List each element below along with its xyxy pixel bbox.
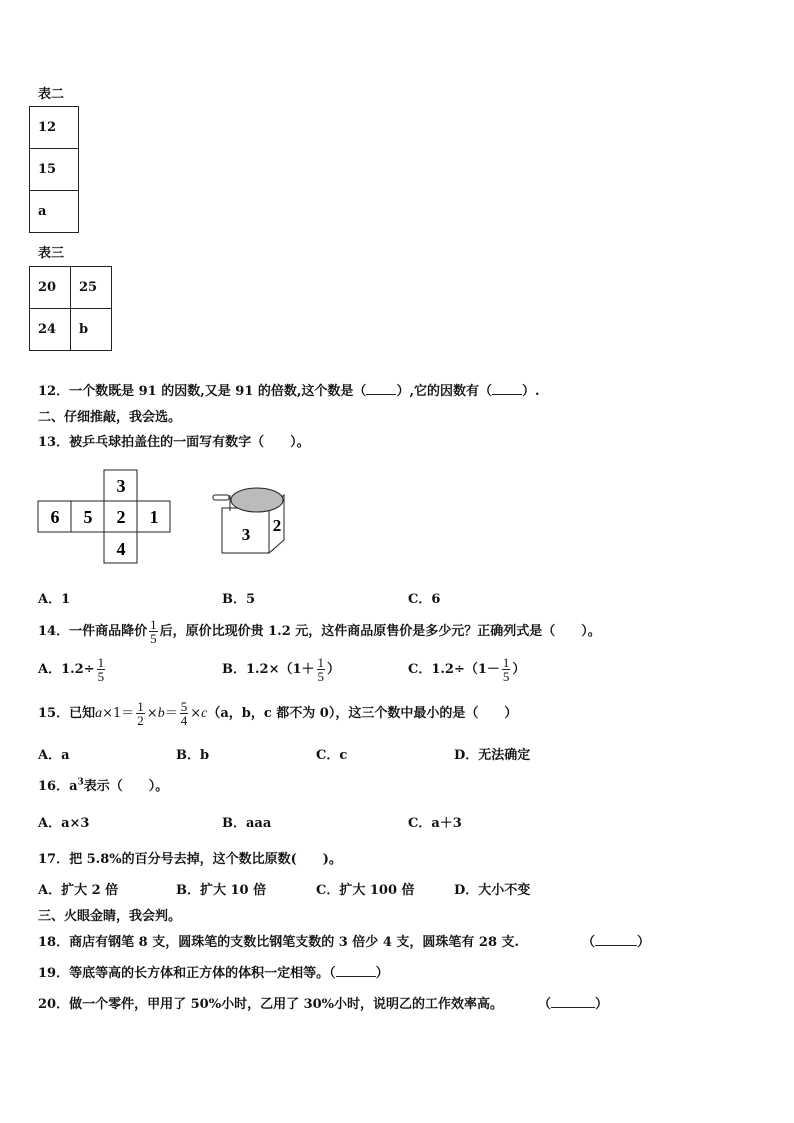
q15-option-d[interactable]: D．无法确定 (454, 748, 531, 763)
cube-with-paddle-figure (210, 483, 290, 558)
cube-front-face: 3 (241, 525, 251, 544)
net-face: 5 (83, 507, 93, 527)
question-18: 18．商店有钢笔 8 支，圆珠笔的支数比钢笔支数的 3 倍少 4 支，圆珠笔有 28 支. (38, 935, 520, 950)
table3-title: 表三 (38, 246, 65, 261)
section-3-heading: 三、火眼金睛，我会判。 (38, 909, 182, 924)
fraction: $\frac{1}{5}$ (150, 617, 157, 646)
net-face: 6 (50, 507, 60, 527)
table2-cell: 15 (30, 149, 79, 191)
answer-blank[interactable] (336, 976, 376, 977)
table3-cell: 20 (30, 267, 71, 309)
answer-blank[interactable] (492, 394, 522, 395)
table3 (29, 266, 112, 351)
q16-option-c[interactable]: C．a＋3 (408, 816, 462, 831)
q15-option-a[interactable]: A．a (38, 748, 70, 763)
net-face: 2 (116, 507, 126, 527)
q20-answer-paren[interactable]: （ ） (538, 997, 609, 1012)
question-14: 14．一件商品降价 $\frac{1}{5}$ 后，原价比现价贵 1.2 元，这件商品原售价是多少元？正确列式是（ ）。 (38, 617, 601, 646)
question-12: 12．一个数既是 91 的因数,又是 91 的倍数,这个数是（ ）,它的因数有（ ）. (38, 384, 540, 399)
q17-option-b[interactable]: B．扩大 10 倍 (176, 883, 267, 898)
q13-option-a[interactable]: A．1 (38, 592, 71, 607)
table2-cell: 12 (30, 107, 79, 149)
q13-option-b[interactable]: B．5 (222, 592, 256, 607)
net-face: 1 (149, 507, 159, 527)
ping-pong-paddle-icon (231, 488, 283, 512)
q16-option-a[interactable]: A．a×3 (38, 816, 90, 831)
table2 (29, 106, 79, 233)
net-face: 4 (116, 539, 126, 559)
q14-option-c[interactable]: C．1.2÷（1－ $\frac{1}{5}$ ） (408, 655, 526, 684)
section-2-heading: 二、仔细推敲，我会选。 (38, 410, 182, 425)
q14-option-a[interactable]: A．1.2÷ $\frac{1}{5}$ (38, 655, 105, 684)
table2-title: 表二 (38, 87, 65, 102)
q18-answer-paren[interactable]: （ ） (582, 935, 651, 950)
question-17: 17．把 5.8%的百分号去掉，这个数比原数( )。 (38, 852, 342, 867)
q17-option-a[interactable]: A．扩大 2 倍 (38, 883, 119, 898)
table3-cell: 24 (30, 309, 71, 351)
q15-option-b[interactable]: B．b (176, 748, 210, 763)
q17-option-c[interactable]: C．扩大 100 倍 (316, 883, 415, 898)
question-19: 19．等底等高的长方体和正方体的体积一定相等。（ ） (38, 966, 389, 981)
table3-cell: 25 (71, 267, 112, 309)
table2-cell: a (30, 191, 79, 233)
table3-cell: b (71, 309, 112, 351)
cube-side-face: 2 (272, 516, 282, 535)
q15-option-c[interactable]: C．c (316, 748, 348, 763)
q13-option-c[interactable]: C．6 (408, 592, 441, 607)
q17-option-d[interactable]: D．大小不变 (454, 883, 531, 898)
net-face: 3 (116, 476, 126, 496)
q16-option-b[interactable]: B．aaa (222, 816, 272, 831)
answer-blank[interactable] (366, 394, 396, 395)
question-13: 13．被乒乓球拍盖住的一面写有数字（ ）。 (38, 435, 310, 450)
q14-option-b[interactable]: B．1.2×（1＋ $\frac{1}{5}$ ） (222, 655, 341, 684)
cube-net-figure (36, 468, 176, 570)
question-20: 20．做一个零件，甲用了 50%小时，乙用了 30%小时，说明乙的工作效率高。 (38, 997, 504, 1012)
question-15: 15．已知a×1＝ $\frac{1}{2}$ ×b＝ $\frac{5}{4}$ ×c（a，b，c 都不为 0），这三个数中最小的是（ ） (38, 699, 518, 728)
question-16: 16．$a^3$表示（ ）。 (38, 777, 169, 794)
